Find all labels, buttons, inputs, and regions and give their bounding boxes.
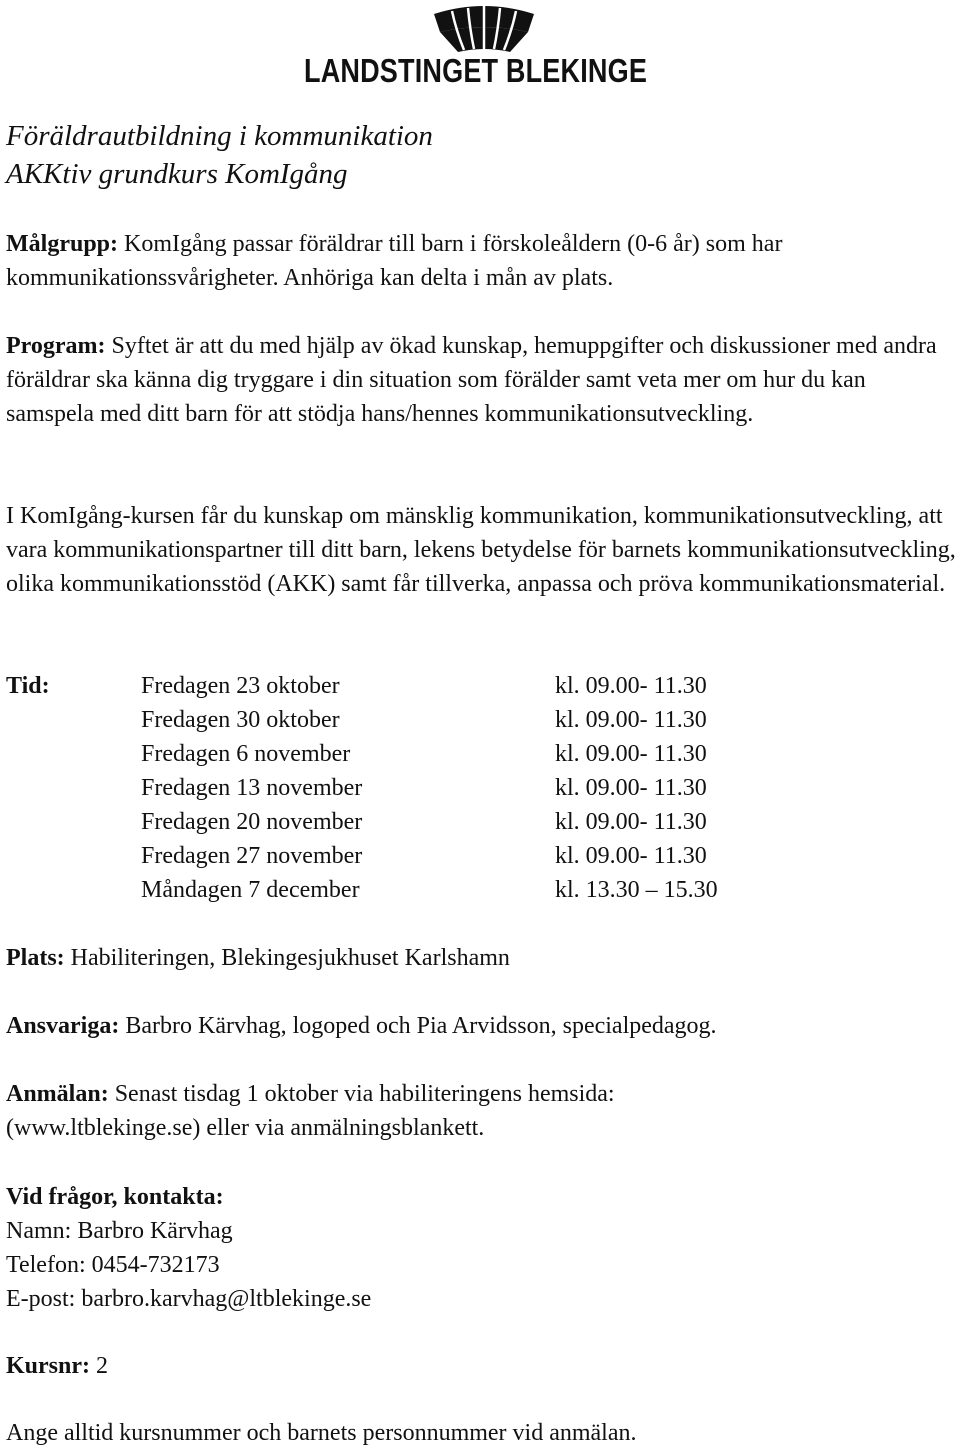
landstinget-blekinge-logo <box>300 0 666 90</box>
kursnr-label: Kursnr: <box>6 1353 90 1379</box>
session-day: Fredagen 20 november <box>141 809 363 835</box>
session-day: Fredagen 23 oktober <box>141 673 340 699</box>
footer-note: Ange alltid kursnummer och barnets personnummer vid anmälan. <box>6 1420 637 1446</box>
kursnr-line <box>6 1349 108 1383</box>
malgrupp-text: KomIgång passar föräldrar till barn i förskoleåldern (0-6 år) som har kommunikationssvårigheter. Anhöriga kan delta i mån av plats. <box>6 231 783 291</box>
plats-text: Habiliteringen, Blekingesjukhuset Karlshamn <box>64 945 510 971</box>
session-time: kl. 09.00- 11.30 <box>555 741 707 767</box>
crown-emblem-icon <box>430 2 538 54</box>
session-day: Fredagen 27 november <box>141 843 363 869</box>
course-title-line-2: AKKtiv grundkurs KomIgång <box>6 158 348 190</box>
session-time: kl. 09.00- 11.30 <box>555 673 707 699</box>
anmalan-label: Anmälan: <box>6 1081 109 1107</box>
plats-label: Plats: <box>6 945 65 971</box>
ansvariga-label: Ansvariga: <box>6 1013 120 1039</box>
session-time: kl. 09.00- 11.30 <box>555 809 707 835</box>
session-day: Måndagen 7 december <box>141 877 360 903</box>
ansvariga-text: Barbro Kärvhag, logoped och Pia Arvidsson, specialpedagog. <box>119 1013 717 1039</box>
contact-email: E-post: barbro.karvhag@ltblekinge.se <box>6 1286 372 1312</box>
anmalan-text: Senast tisdag 1 oktober via habiliteringens hemsida: (www.ltblekinge.se) eller via anmälningsblankett. <box>6 1081 615 1141</box>
session-day: Fredagen 13 november <box>141 775 363 801</box>
contact-name: Namn: Barbro Kärvhag <box>6 1218 233 1244</box>
session-time: kl. 13.30 – 15.30 <box>555 877 718 903</box>
program-label: Program: <box>6 333 106 359</box>
course-title-line-1: Föräldrautbildning i kommunikation <box>6 120 433 152</box>
session-time: kl. 09.00- 11.30 <box>555 843 707 869</box>
tid-label: Tid: <box>6 673 50 699</box>
session-day: Fredagen 30 oktober <box>141 707 340 733</box>
session-time: kl. 09.00- 11.30 <box>555 775 707 801</box>
anmalan-paragraph <box>6 1077 786 1145</box>
session-day: Fredagen 6 november <box>141 741 351 767</box>
plats-line <box>6 941 510 975</box>
program-paragraph <box>6 329 956 431</box>
contact-heading: Vid frågor, kontakta: <box>6 1184 224 1210</box>
malgrupp-paragraph <box>6 227 956 295</box>
course-description-paragraph: I KomIgång-kursen får du kunskap om mänsklig kommunikation, kommunikationsutveckling, att vara kommunikationspartner till ditt barn, lekens betydelse för barnets kommunikationsutveckling, olika kommunikationsstöd (AKK) samt får tillverka, anpassa och pröva kommunikationsmaterial. <box>6 503 956 597</box>
program-text: Syftet är att du med hjälp av ökad kunskap, hemuppgifter och diskussioner med andra föräldrar ska känna dig tryggare i din situation som förälder samt veta mer om hur du kan samspela med ditt barn för att stödja hans/hennes kommunikationsutveckling. <box>6 333 937 427</box>
ansvariga-line <box>6 1009 717 1043</box>
logo-text: LANDSTINGET BLEKINGE <box>304 52 648 89</box>
session-time: kl. 09.00- 11.30 <box>555 707 707 733</box>
kursnr-value: 2 <box>90 1353 108 1379</box>
malgrupp-label: Målgrupp: <box>6 231 119 257</box>
contact-phone: Telefon: 0454-732173 <box>6 1252 220 1278</box>
